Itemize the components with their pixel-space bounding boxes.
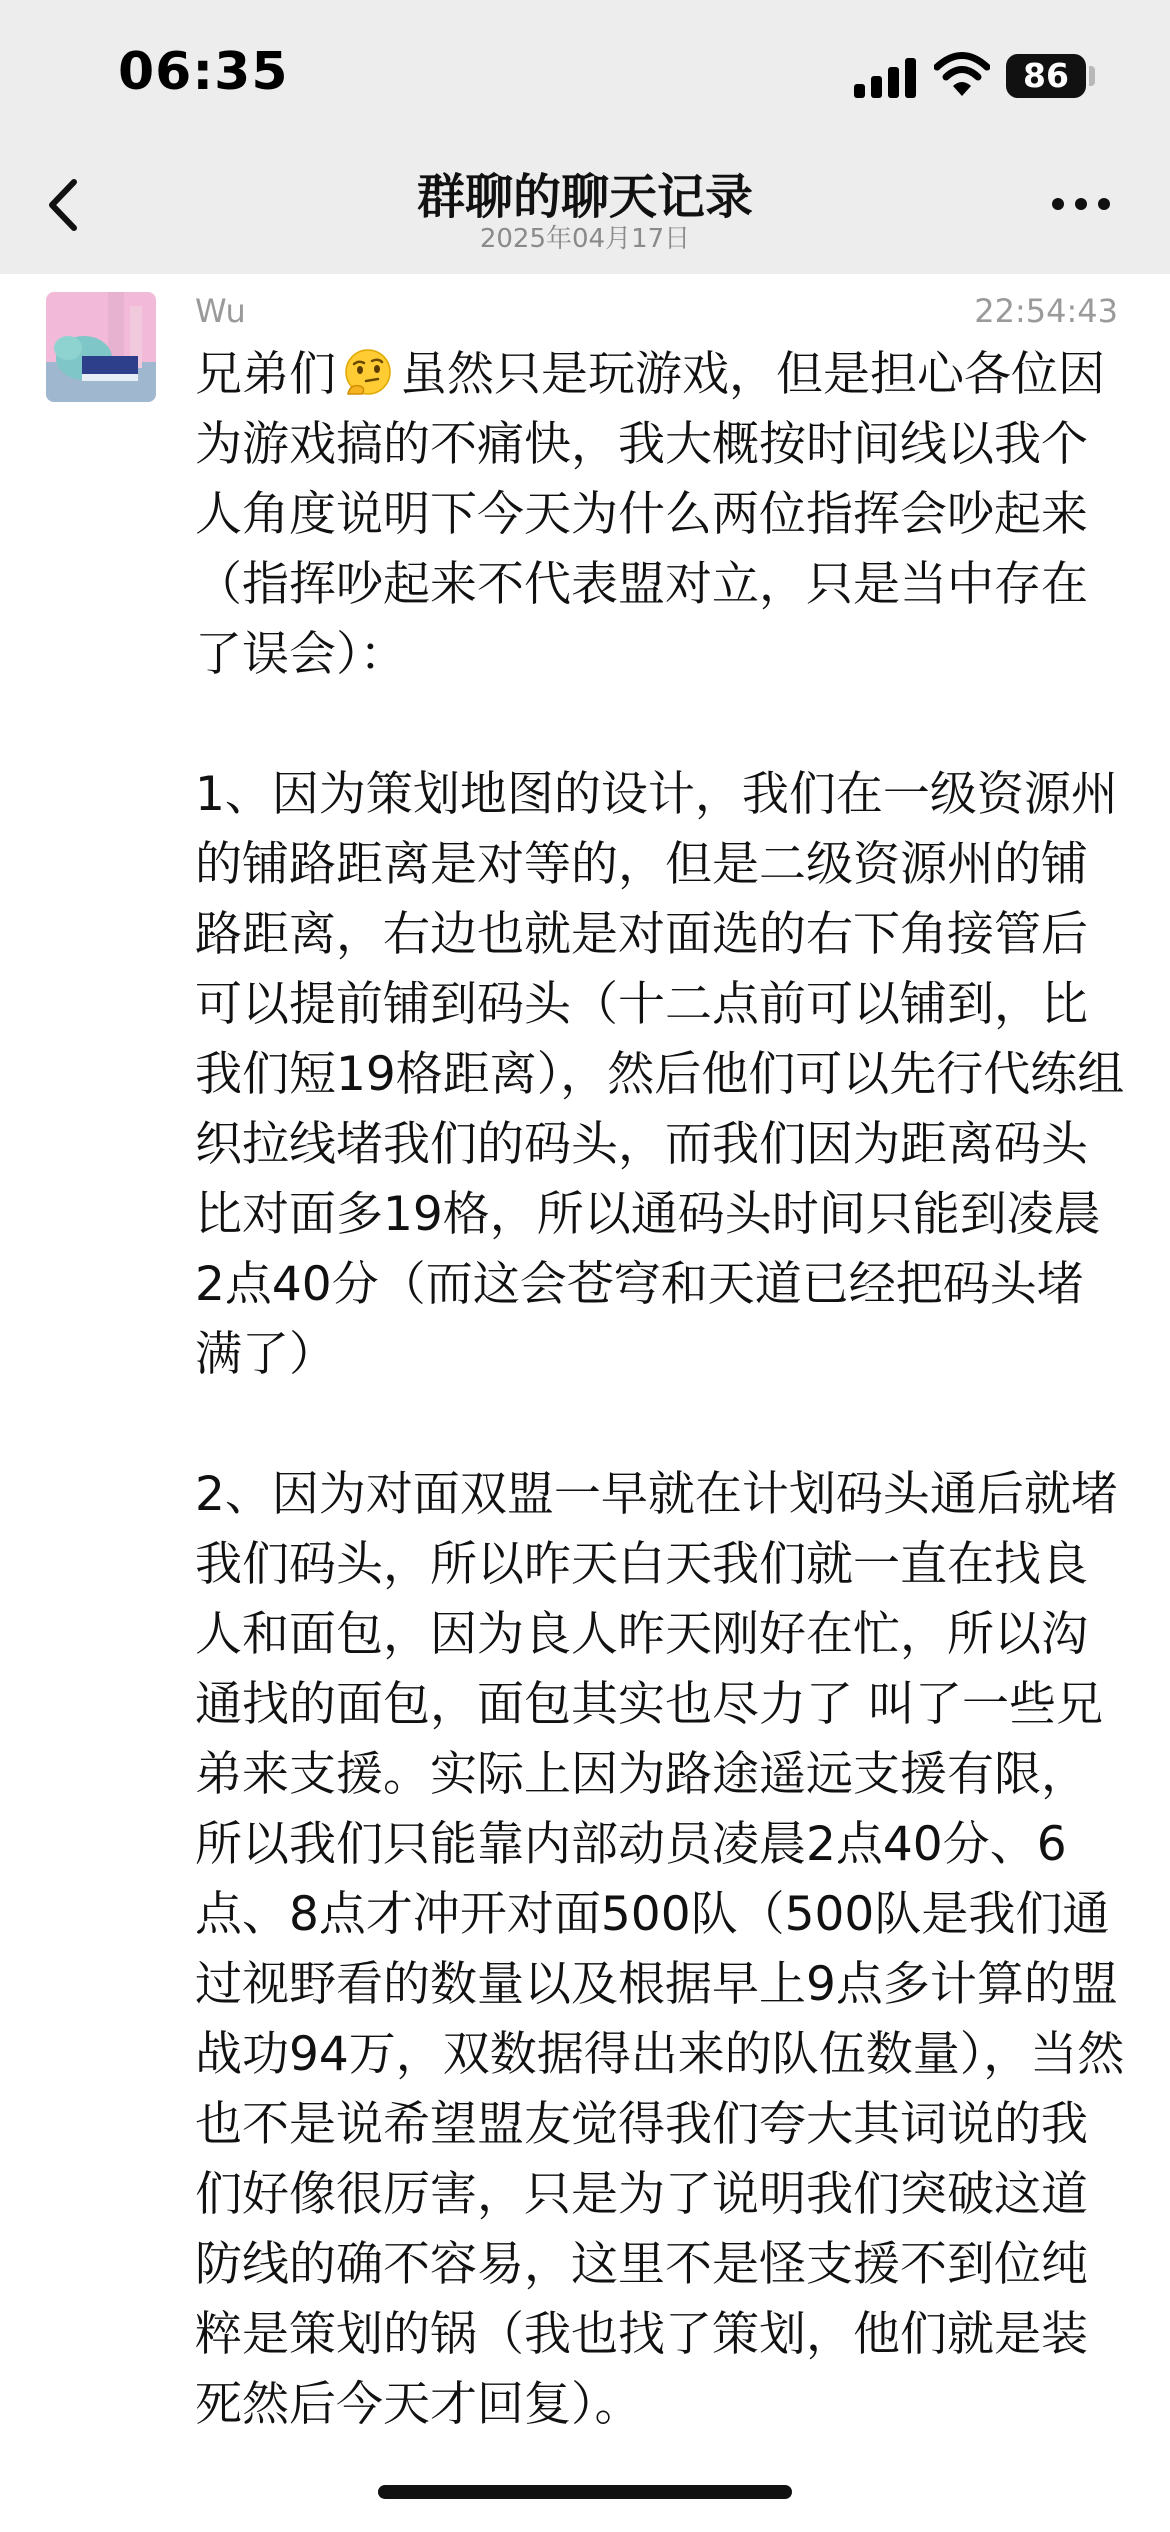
signal-icon bbox=[854, 58, 916, 98]
wifi-icon bbox=[934, 50, 990, 98]
more-dots-icon[interactable] bbox=[1052, 198, 1110, 214]
paragraph-gap bbox=[195, 690, 1125, 760]
paragraph-gap bbox=[195, 1390, 1125, 1460]
message-paragraph-3: 2、因为对面双盟一早就在计划码头通后就堵我们码头，所以昨天白天我们就一直在找良人和面包，因为良人昨天刚好在忙，所以沟通找的面包，面包其实也尽力了 叫了一些兄弟来支援。实际上因为路途遥远支援有限，所以我们只能靠内部动员凌晨2点40分、6点、8点才冲开对面500队（500队是我们通过视野看的数量以及根据早上9点多计算的盟战功94万，双数据得出来的队伍数量），当然也不是说希望盟友觉得我们夸大其词说的我们好像很厉害，只是为了说明我们突破这道防线的确不容易，这里不是怪支援不到位纯粹是策划的锅（我也找了策划，他们就是装死然后今天才回复）。 bbox=[195, 1467, 1125, 2432]
message-time: 22:54:43 bbox=[974, 292, 1118, 330]
battery-nub bbox=[1089, 66, 1095, 86]
home-indicator[interactable] bbox=[378, 2485, 792, 2499]
battery-level: 86 bbox=[1023, 56, 1069, 95]
message-paragraph-1 bbox=[195, 340, 1125, 690]
thinking-face-emoji-icon bbox=[340, 348, 396, 398]
message-text: 兄弟们 bbox=[195, 347, 336, 402]
message-paragraph-2: 1、因为策划地图的设计，我们在一级资源州的铺路距离是对等的，但是二级资源州的铺路距离，右边也就是对面选的右下角接管后可以提前铺到码头（十二点前可以铺到，比我们短19格距离），然后他们可以先行代练组织拉线堵我们的码头，而我们因为距离码头比对面多19格，所以通码头时间只能到凌晨2点40分（而这会苍穹和天道已经把码头堵满了） bbox=[195, 767, 1125, 1382]
avatar[interactable] bbox=[46, 292, 156, 402]
message-text: 虽然只是玩游戏，但是担心各位因为游戏搞的不痛快，我大概按时间线以我个人角度说明下今天为什么两位指挥会吵起来（指挥吵起来不代表盟对立，只是当中存在了误会）： bbox=[195, 347, 1105, 682]
status-time: 06:35 bbox=[118, 42, 289, 102]
sender-name: Wu bbox=[195, 292, 246, 330]
message-body bbox=[195, 340, 1125, 2440]
page-title: 群聊的聊天记录 bbox=[416, 169, 753, 225]
battery-icon bbox=[1006, 54, 1086, 98]
page-date: 2025年04月17日 bbox=[479, 224, 691, 254]
